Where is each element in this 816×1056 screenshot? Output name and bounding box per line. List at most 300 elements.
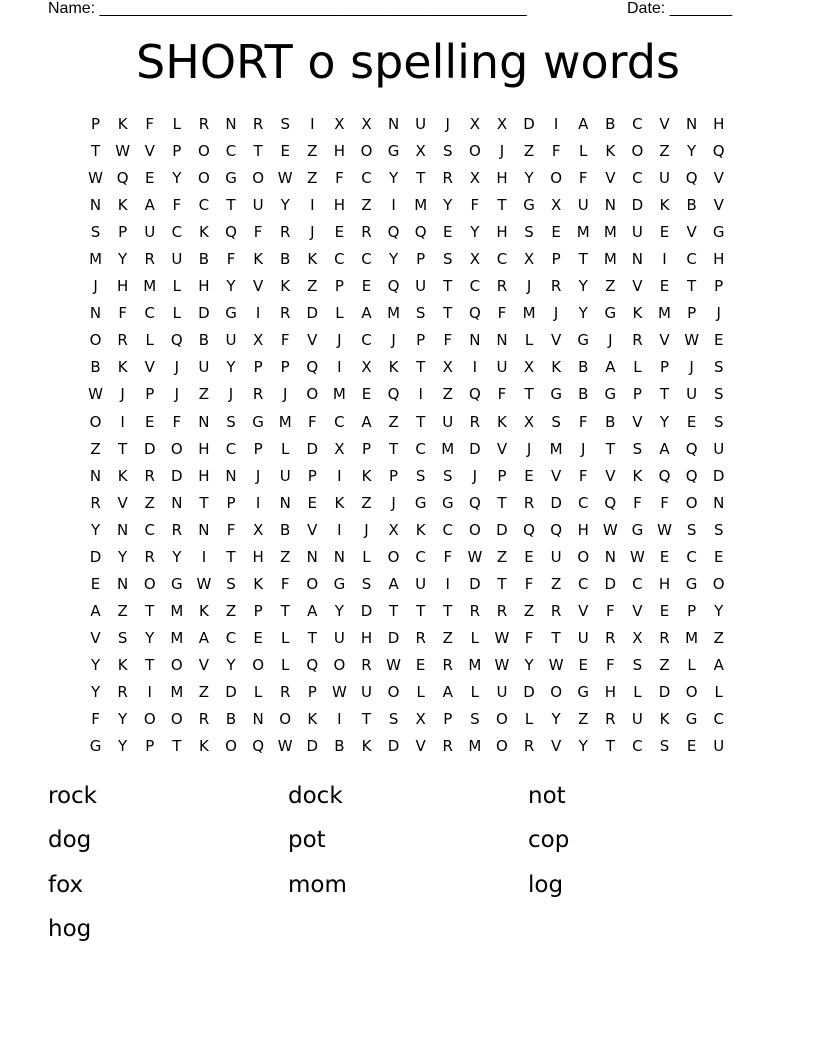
- grid-letter: W: [467, 547, 483, 566]
- grid-letter: L: [714, 682, 723, 701]
- grid-letter: U: [577, 196, 589, 215]
- grid-letter: Q: [685, 169, 698, 188]
- grid-letter: K: [280, 277, 291, 296]
- grid-letter: C: [632, 737, 643, 756]
- grid-letter: E: [524, 547, 534, 566]
- grid-letter: P: [307, 682, 317, 701]
- grid-letter: J: [608, 331, 613, 350]
- grid-letter: V: [551, 466, 562, 485]
- grid-letter: Z: [442, 628, 453, 647]
- grid-letter: Y: [578, 737, 588, 756]
- grid-letter: T: [172, 737, 182, 756]
- grid-letter: O: [170, 710, 183, 729]
- grid-letter: R: [279, 223, 291, 242]
- grid-letter: E: [144, 169, 155, 188]
- grid-letter: G: [225, 304, 237, 323]
- grid-letter: S: [443, 250, 453, 269]
- grid-letter: S: [388, 710, 399, 729]
- grid-letter: N: [89, 304, 102, 323]
- grid-letter: E: [361, 385, 372, 404]
- worksheet-title: SHORT o spelling words: [136, 35, 680, 89]
- grid-letter: G: [441, 493, 454, 512]
- grid-letter: K: [361, 466, 372, 485]
- grid-letter: Y: [226, 655, 236, 674]
- grid-letter: O: [89, 412, 102, 431]
- grid-letter: I: [310, 196, 315, 215]
- grid-letter: J: [391, 331, 396, 350]
- grid-letter: G: [685, 710, 698, 729]
- grid-letter: O: [387, 682, 400, 701]
- grid-letter: X: [361, 358, 372, 377]
- grid-letter: R: [361, 655, 372, 674]
- grid-letter: S: [361, 574, 372, 593]
- grid-letter: R: [442, 737, 453, 756]
- grid-letter: I: [310, 115, 315, 133]
- grid-letter: K: [632, 304, 643, 323]
- grid-letter: K: [199, 601, 209, 620]
- grid-letter: F: [335, 169, 344, 188]
- grid-letter: N: [496, 331, 508, 350]
- grid-letter: F: [497, 385, 507, 404]
- grid-letter: M: [603, 223, 617, 242]
- grid-letter: C: [632, 574, 643, 593]
- grid-letter: M: [143, 277, 157, 296]
- grid-letter: L: [416, 682, 425, 701]
- grid-letter: Y: [334, 601, 344, 620]
- grid-letter: M: [278, 412, 292, 431]
- grid-letter: C: [144, 520, 155, 539]
- grid-letter: K: [199, 223, 209, 242]
- grid-letter: O: [550, 682, 563, 701]
- grid-letter: N: [198, 412, 210, 431]
- grid-letter: B: [605, 412, 616, 431]
- grid-letter: J: [337, 331, 342, 350]
- grid-letter: P: [687, 304, 697, 323]
- grid-letter: Z: [144, 493, 155, 512]
- grid-letter: O: [685, 493, 698, 512]
- grid-letter: E: [686, 412, 697, 431]
- grid-letter: W: [88, 385, 103, 404]
- grid-letter: D: [469, 439, 481, 458]
- grid-letter: Q: [387, 223, 400, 242]
- grid-letter: F: [307, 412, 317, 431]
- grid-letter: G: [604, 385, 617, 404]
- grid-letter: R: [469, 601, 481, 620]
- grid-letter: B: [334, 737, 345, 756]
- grid-letter: N: [198, 520, 210, 539]
- grid-letter: Q: [306, 655, 319, 674]
- grid-letter: S: [713, 520, 724, 539]
- grid-letter: Q: [306, 358, 319, 377]
- grid-letter: Y: [659, 412, 670, 431]
- grid-letter: R: [361, 223, 372, 242]
- grid-letter: S: [524, 223, 534, 242]
- grid-letter: W: [196, 574, 212, 593]
- grid-letter: O: [170, 439, 183, 458]
- grid-letter: V: [496, 439, 508, 458]
- grid-letter: Y: [226, 277, 236, 296]
- grid-letter: T: [551, 628, 561, 647]
- grid-letter: U: [577, 628, 589, 647]
- grid-letter: E: [415, 655, 426, 674]
- grid-letter: T: [253, 142, 263, 161]
- grid-letter: D: [171, 466, 183, 485]
- grid-letter: P: [416, 250, 426, 269]
- grid-letter: O: [685, 682, 698, 701]
- grid-letter: M: [576, 223, 590, 242]
- grid-letter: I: [337, 710, 342, 729]
- grid-letter: R: [605, 710, 616, 729]
- grid-letter: D: [387, 628, 400, 647]
- grid-letter: S: [226, 412, 236, 431]
- date-field-label: Date: _______: [627, 0, 732, 17]
- grid-letter: R: [117, 682, 128, 701]
- grid-letter: Y: [524, 655, 534, 674]
- grid-letter: Z: [496, 547, 508, 566]
- grid-letter: Z: [225, 601, 237, 620]
- grid-letter: H: [333, 142, 346, 161]
- grid-letter: Y: [145, 628, 155, 647]
- grid-letter: M: [549, 439, 563, 458]
- grid-letter: X: [334, 115, 345, 133]
- grid-letter: D: [306, 304, 319, 323]
- grid-letter: N: [252, 710, 264, 729]
- grid-letter: X: [551, 196, 562, 215]
- grid-letter: K: [117, 196, 128, 215]
- grid-letter: G: [225, 169, 237, 188]
- grid-letter: U: [360, 682, 372, 701]
- grid-letter: Q: [685, 439, 698, 458]
- grid-letter: Y: [90, 520, 101, 539]
- grid-letter: P: [118, 223, 128, 242]
- grid-letter: U: [631, 710, 643, 729]
- grid-letter: V: [659, 115, 670, 133]
- grid-letter: S: [686, 520, 697, 539]
- grid-letter: O: [577, 547, 590, 566]
- grid-letter: O: [496, 710, 508, 729]
- grid-letter: T: [199, 493, 209, 512]
- grid-letter: Q: [550, 520, 563, 539]
- grid-letter: O: [198, 142, 210, 161]
- grid-letter: U: [415, 115, 427, 133]
- grid-letter: H: [252, 547, 264, 566]
- grid-letter: F: [280, 331, 290, 350]
- grid-letter: R: [171, 520, 183, 539]
- grid-letter: O: [252, 169, 265, 188]
- grid-letter: A: [713, 655, 724, 674]
- grid-letter: E: [659, 601, 670, 620]
- grid-letter: C: [415, 439, 426, 458]
- grid-letter: H: [604, 682, 616, 701]
- grid-letter: F: [524, 574, 534, 593]
- grid-letter: R: [442, 655, 453, 674]
- grid-letter: F: [660, 493, 669, 512]
- grid-letter: J: [581, 439, 586, 458]
- grid-letter: D: [89, 547, 102, 566]
- grid-letter: S: [415, 304, 426, 323]
- grid-letter: O: [279, 710, 292, 729]
- grid-letter: R: [279, 304, 291, 323]
- grid-letter: D: [550, 493, 562, 512]
- grid-letter: F: [578, 412, 588, 431]
- grid-letter: O: [198, 169, 210, 188]
- grid-letter: K: [605, 142, 616, 161]
- grid-letter: I: [201, 547, 207, 566]
- grid-letter: C: [686, 250, 697, 269]
- grid-letter: D: [523, 682, 535, 701]
- grid-letter: P: [497, 466, 507, 485]
- grid-letter: F: [606, 655, 615, 674]
- grid-letter: D: [712, 466, 725, 485]
- grid-letter: D: [143, 439, 156, 458]
- grid-letter: Q: [116, 169, 129, 188]
- grid-letter: P: [307, 466, 317, 485]
- grid-letter: E: [551, 223, 561, 242]
- grid-letter: L: [172, 277, 181, 296]
- grid-letter: Z: [659, 142, 670, 161]
- grid-letter: P: [389, 466, 399, 485]
- grid-letter: Y: [443, 196, 453, 215]
- grid-letter: N: [117, 574, 129, 593]
- grid-letter: T: [388, 601, 399, 620]
- grid-letter: Z: [307, 277, 318, 296]
- grid-letter: B: [578, 385, 589, 404]
- grid-letter: O: [170, 655, 183, 674]
- grid-letter: P: [551, 250, 561, 269]
- grid-letter: K: [632, 466, 643, 485]
- grid-letter: U: [496, 358, 508, 377]
- grid-letter: T: [90, 142, 101, 161]
- grid-letter: Y: [470, 223, 480, 242]
- grid-letter: B: [280, 250, 291, 269]
- grid-letter: T: [416, 412, 426, 431]
- grid-letter: C: [225, 439, 237, 458]
- grid-letter: G: [577, 331, 590, 350]
- grid-letter: P: [145, 385, 155, 404]
- grid-letter: Y: [687, 142, 697, 161]
- grid-letter: P: [253, 439, 263, 458]
- grid-letter: H: [198, 439, 210, 458]
- grid-letter: J: [120, 385, 125, 404]
- grid-letter: L: [253, 682, 263, 701]
- grid-letter: V: [307, 331, 318, 350]
- grid-letter: A: [361, 304, 372, 323]
- grid-letter: S: [713, 358, 724, 377]
- grid-letter: N: [387, 115, 400, 133]
- grid-letter: U: [659, 169, 670, 188]
- word-search-grid: [82, 111, 732, 760]
- grid-letter: E: [713, 331, 724, 350]
- grid-letter: F: [578, 466, 588, 485]
- grid-letter: Z: [523, 601, 535, 620]
- grid-letter: Q: [523, 520, 535, 539]
- grid-letter: N: [225, 115, 237, 133]
- grid-letter: J: [526, 277, 532, 296]
- grid-letter: T: [497, 493, 507, 512]
- word-bank-item: hog: [48, 915, 92, 942]
- grid-letter: E: [90, 574, 101, 593]
- grid-letter: P: [687, 601, 697, 620]
- grid-letter: R: [90, 493, 101, 512]
- grid-letter: T: [416, 169, 426, 188]
- grid-letter: H: [713, 250, 725, 269]
- grid-letter: W: [277, 169, 293, 188]
- grid-letter: H: [333, 196, 346, 215]
- grid-letter: Q: [468, 493, 481, 512]
- grid-letter: Y: [172, 169, 182, 188]
- grid-letter: P: [632, 385, 642, 404]
- grid-letter: H: [577, 520, 589, 539]
- grid-letter: P: [659, 358, 670, 377]
- grid-letter: B: [605, 115, 616, 133]
- grid-letter: M: [441, 439, 455, 458]
- grid-letter: C: [632, 169, 643, 188]
- grid-letter: Q: [387, 277, 400, 296]
- grid-letter: W: [548, 655, 564, 674]
- grid-letter: P: [226, 493, 236, 512]
- grid-letter: X: [252, 520, 264, 539]
- grid-letter: K: [551, 358, 562, 377]
- grid-letter: G: [333, 574, 346, 593]
- grid-letter: V: [713, 169, 724, 188]
- grid-letter: M: [170, 628, 184, 647]
- grid-letter: G: [171, 574, 183, 593]
- grid-letter: V: [605, 169, 616, 188]
- grid-letter: J: [391, 493, 396, 512]
- grid-letter: P: [145, 737, 155, 756]
- word-bank-item: dock: [288, 783, 343, 809]
- grid-letter: C: [361, 250, 372, 269]
- grid-letter: V: [713, 196, 724, 215]
- grid-letter: H: [117, 277, 129, 296]
- word-bank-item: not: [528, 783, 566, 809]
- grid-letter: E: [686, 737, 697, 756]
- grid-letter: L: [281, 655, 290, 674]
- grid-letter: D: [604, 574, 617, 593]
- grid-letter: J: [716, 304, 721, 323]
- grid-letter: Y: [118, 547, 128, 566]
- grid-letter: P: [172, 142, 182, 161]
- grid-letter: D: [360, 601, 373, 620]
- grid-letter: S: [90, 223, 101, 242]
- word-bank-item: fox: [48, 871, 84, 898]
- grid-letter: N: [604, 547, 616, 566]
- grid-letter: N: [279, 493, 291, 512]
- grid-letter: P: [416, 331, 426, 350]
- grid-letter: J: [255, 466, 261, 485]
- grid-letter: N: [89, 196, 102, 215]
- grid-letter: O: [225, 737, 237, 756]
- grid-letter: P: [334, 277, 344, 296]
- grid-letter: A: [442, 682, 453, 701]
- grid-letter: C: [496, 250, 508, 269]
- grid-letter: S: [713, 412, 724, 431]
- grid-letter: R: [605, 628, 616, 647]
- grid-letter: I: [255, 493, 261, 512]
- grid-letter: Y: [388, 250, 399, 269]
- grid-letter: K: [334, 493, 345, 512]
- grid-letter: A: [578, 115, 589, 133]
- grid-letter: Q: [685, 466, 698, 485]
- grid-letter: M: [468, 655, 482, 674]
- grid-letter: V: [632, 412, 643, 431]
- grid-letter: X: [469, 115, 480, 133]
- grid-letter: R: [279, 682, 291, 701]
- grid-letter: U: [442, 412, 454, 431]
- grid-letter: G: [604, 304, 617, 323]
- grid-letter: O: [306, 574, 319, 593]
- grid-letter: R: [117, 331, 128, 350]
- grid-letter: O: [496, 737, 508, 756]
- grid-letter: M: [522, 304, 536, 323]
- grid-letter: T: [145, 655, 155, 674]
- grid-letter: E: [713, 547, 724, 566]
- grid-letter: T: [497, 574, 507, 593]
- grid-letter: X: [469, 250, 480, 269]
- grid-letter: V: [632, 601, 643, 620]
- grid-letter: Y: [90, 655, 101, 674]
- grid-letter: D: [496, 520, 508, 539]
- grid-letter: K: [659, 196, 670, 215]
- grid-letter: S: [632, 655, 643, 674]
- header: [0, 0, 816, 20]
- grid-letter: U: [279, 466, 291, 485]
- grid-letter: Q: [414, 223, 427, 242]
- grid-letter: E: [659, 547, 670, 566]
- grid-letter: W: [684, 331, 700, 350]
- grid-letter: R: [442, 169, 453, 188]
- grid-letter: H: [198, 466, 210, 485]
- grid-letter: Q: [170, 331, 183, 350]
- grid-letter: U: [550, 547, 562, 566]
- grid-letter: Z: [361, 493, 372, 512]
- grid-letter: V: [144, 358, 155, 377]
- grid-letter: F: [253, 223, 263, 242]
- grid-letter: G: [252, 412, 264, 431]
- grid-letter: O: [143, 710, 156, 729]
- grid-letter: C: [577, 493, 589, 512]
- grid-letter: C: [171, 223, 183, 242]
- grid-letter: X: [632, 628, 643, 647]
- grid-letter: Y: [90, 682, 101, 701]
- grid-letter: Q: [252, 737, 265, 756]
- grid-letter: K: [253, 574, 264, 593]
- grid-letter: V: [198, 655, 210, 674]
- grid-letter: I: [120, 412, 125, 431]
- grid-letter: K: [117, 466, 128, 485]
- grid-letter: J: [526, 439, 532, 458]
- grid-letter: F: [443, 331, 453, 350]
- grid-letter: N: [117, 520, 129, 539]
- grid-letter: O: [468, 520, 481, 539]
- grid-letter: T: [280, 601, 290, 620]
- grid-letter: C: [334, 412, 345, 431]
- grid-letter: I: [553, 115, 559, 133]
- grid-letter: W: [494, 655, 510, 674]
- grid-letter: N: [306, 547, 318, 566]
- grid-letter: J: [310, 223, 315, 242]
- grid-letter: V: [632, 277, 643, 296]
- grid-letter: C: [713, 710, 724, 729]
- grid-letter: L: [281, 439, 290, 458]
- grid-letter: F: [172, 196, 182, 215]
- grid-letter: A: [388, 574, 399, 593]
- grid-letter: A: [307, 601, 318, 620]
- grid-letter: N: [631, 250, 644, 269]
- grid-letter: S: [632, 439, 643, 458]
- grid-letter: J: [282, 385, 288, 404]
- grid-letter: N: [225, 466, 237, 485]
